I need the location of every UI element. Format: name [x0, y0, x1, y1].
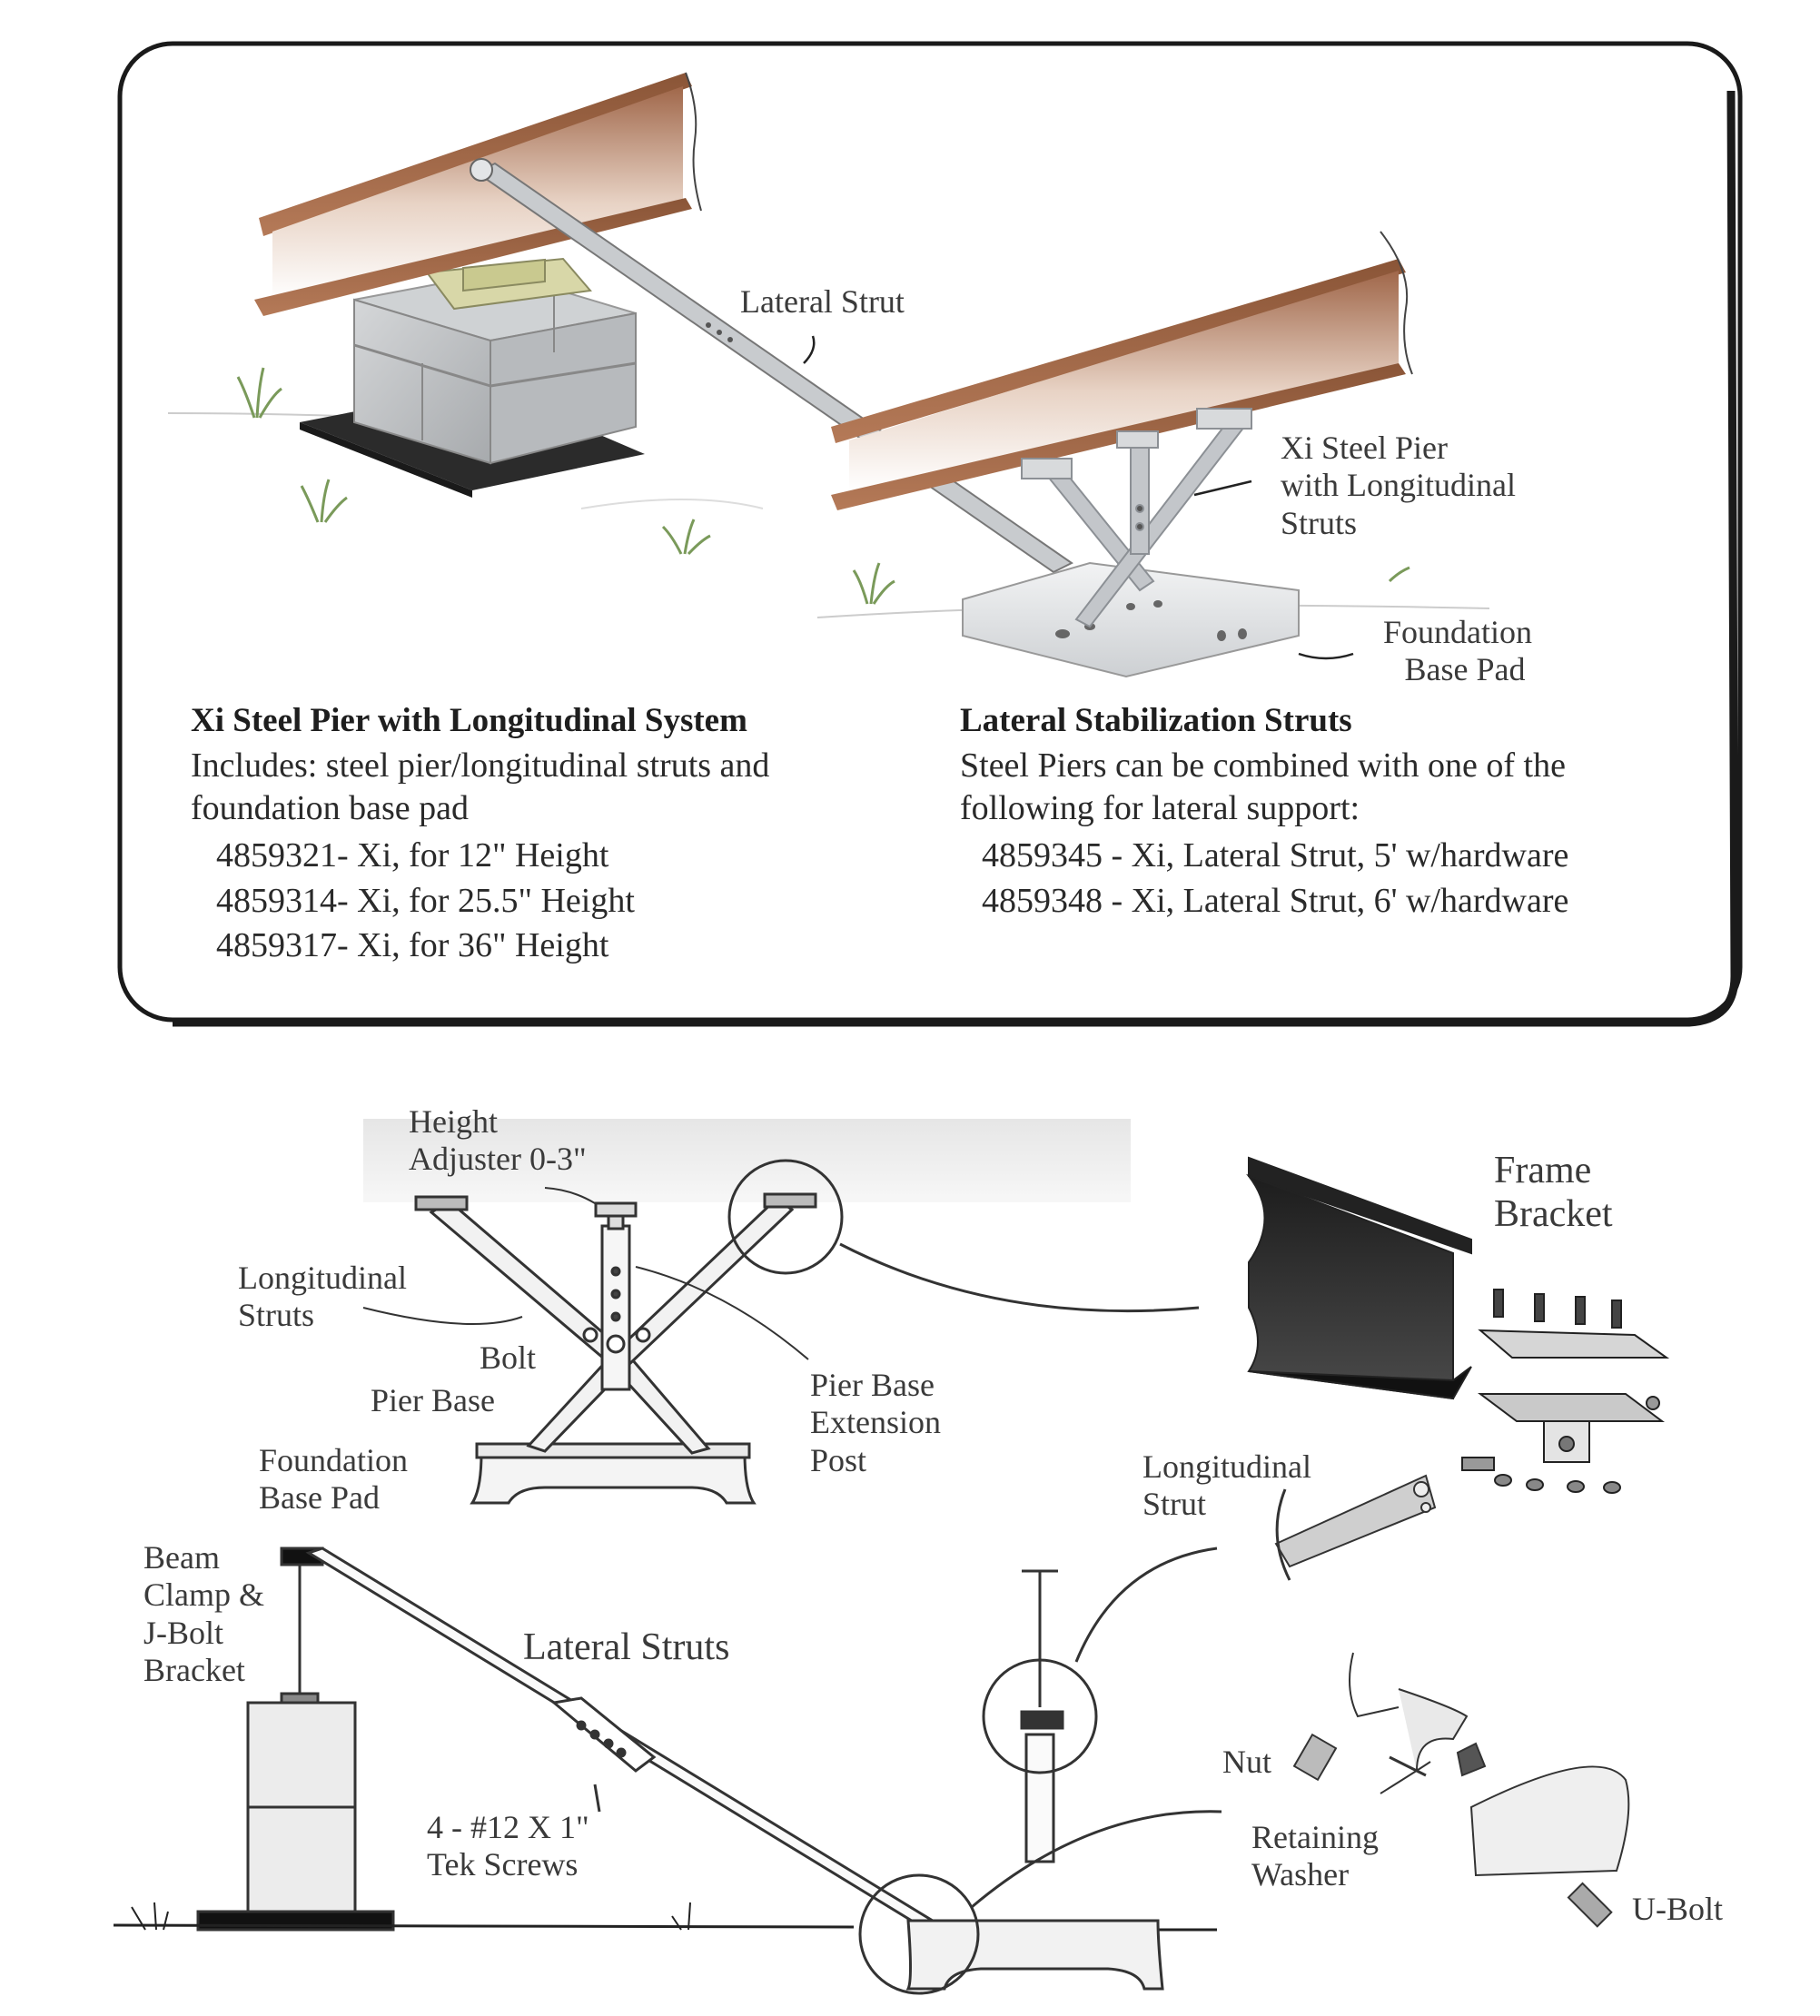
label-pier-base: Pier Base: [371, 1382, 495, 1418]
part-number-item: 4859345 - Xi, Lateral Strut, 5' w/hardware: [982, 835, 1569, 875]
callout-lateral-strut: Lateral Strut: [740, 283, 905, 320]
label-lateral-struts: Lateral Struts: [523, 1626, 730, 1668]
lateral-struts-heading: Lateral Stabilization Struts: [960, 702, 1352, 739]
label-line: Strut: [1142, 1486, 1207, 1523]
label-line: Adjuster 0-3": [409, 1141, 587, 1178]
label-line: Struts: [238, 1297, 315, 1334]
label-line: Frame: [1494, 1150, 1592, 1191]
label-line: Post: [810, 1441, 867, 1478]
label-line: Base Pad: [259, 1479, 380, 1517]
callout-line: Xi Steel Pier: [1281, 430, 1448, 466]
label-line: Washer: [1251, 1856, 1350, 1893]
xi-system-desc: foundation base pad: [191, 789, 470, 828]
label-frame-bracket: [1494, 1149, 1613, 1237]
label-line: Bracket: [143, 1652, 245, 1689]
callout-line: Struts: [1281, 504, 1358, 541]
xi-pier-detail: [363, 1161, 1199, 1503]
callout-line: with Longitudinal: [1281, 467, 1516, 504]
part-number-item: 4859321- Xi, for 12" Height: [216, 835, 609, 875]
label-bolt: Bolt: [480, 1339, 537, 1376]
label-line: Extension: [810, 1404, 941, 1441]
lateral-strut-bottom: [309, 1548, 940, 1930]
part-number-item: 4859314- Xi, for 25.5" Height: [216, 881, 635, 920]
lateral-struts-desc: Steel Piers can be combined with one of the: [960, 746, 1566, 785]
label-line: Foundation: [259, 1442, 409, 1478]
label-line: J-Bolt: [143, 1614, 224, 1651]
part-number-item: 4859348 - Xi, Lateral Strut, 6' w/hardware: [982, 881, 1569, 920]
label-u-bolt: U-Bolt: [1632, 1891, 1724, 1927]
label-nut: Nut: [1222, 1744, 1271, 1780]
label-longitudinal-struts: [238, 1260, 407, 1335]
part-number-item: 4859317- Xi, for 36" Height: [216, 926, 609, 965]
label-line: Clamp &: [143, 1576, 264, 1614]
bottom-diagram: [114, 1119, 1667, 1993]
label-foundation-base-pad: [259, 1442, 408, 1517]
xi-system-heading: Xi Steel Pier with Longitudinal System: [191, 702, 747, 739]
label-line: 4 - #12 X 1": [427, 1809, 589, 1845]
callout-foundation-top: [1371, 614, 1544, 689]
label-longitudinal-strut: [1142, 1448, 1311, 1524]
label-line: Tek Screws: [427, 1846, 579, 1883]
callout-line: Base Pad: [1404, 651, 1526, 688]
label-line: Pier Base: [810, 1367, 935, 1403]
label-line: Retaining: [1251, 1819, 1379, 1855]
label-tek-screws: [427, 1809, 589, 1884]
label-pier-base-extension: [810, 1367, 941, 1479]
xi-system-block: [191, 702, 769, 966]
label-retaining-washer: [1251, 1819, 1379, 1894]
label-beam-clamp: [143, 1539, 264, 1690]
label-line: Longitudinal: [238, 1260, 407, 1296]
callout-xi-pier: [1281, 430, 1516, 542]
label-line: Longitudinal: [1142, 1448, 1311, 1485]
callout-line: Foundation: [1382, 614, 1532, 650]
lateral-struts-desc: following for lateral support:: [960, 789, 1360, 828]
label-height-adjuster: [409, 1103, 587, 1179]
label-line: Height: [409, 1103, 498, 1140]
label-line: Bracket: [1494, 1193, 1613, 1236]
lateral-struts-block: [960, 702, 1568, 921]
label-line: Beam: [143, 1539, 220, 1576]
xi-system-desc: Includes: steel pier/longitudinal struts and: [191, 746, 770, 785]
